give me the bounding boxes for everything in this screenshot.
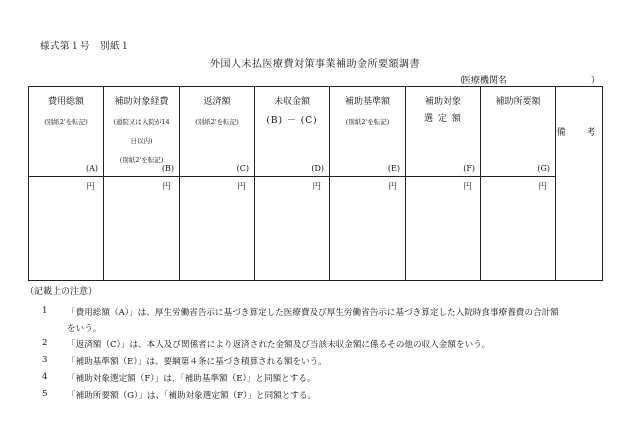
document-title: 外国人未払医療費対策事業補助金所要額調書 (210, 59, 420, 70)
col-letter: (F) (463, 164, 475, 173)
yen-unit: 円 (237, 182, 246, 192)
col-letter: (A) (85, 164, 98, 173)
col-name: 補助対象経費 (114, 97, 169, 107)
institution-open-paren: （ (455, 76, 465, 86)
requirement-table (28, 86, 603, 281)
cell-selected-amount[interactable] (406, 177, 481, 281)
yen-unit: 円 (162, 182, 171, 192)
notes-heading: （記載上の注意） (25, 287, 98, 297)
col-note: (通院又は入院が14 日以内) (別紙2'を転記) (113, 118, 170, 164)
col-letter: (E) (387, 164, 400, 173)
col-header-unpaid (255, 87, 330, 177)
col-name: 補助所要額 (495, 97, 541, 107)
col-letter: (C) (236, 164, 249, 173)
header-row (29, 87, 603, 177)
col-header-standard-amount (330, 87, 406, 177)
cell-standard-amount[interactable] (330, 177, 406, 281)
cell-required-amount[interactable] (481, 177, 556, 281)
col-name: 費用総額 (47, 97, 84, 107)
col-subname: 選 定 額 (424, 114, 462, 124)
col-header-total-cost (29, 87, 104, 177)
col-letter: (D) (311, 164, 324, 173)
cell-unpaid[interactable] (255, 177, 330, 281)
col-name: 返済額 (203, 97, 231, 107)
col-note: (別紙2'を転記) (44, 118, 88, 126)
col-header-eligible-cost (104, 87, 180, 177)
cell-eligible-cost[interactable] (104, 177, 180, 281)
col-letter: (G) (537, 164, 550, 173)
form-number: 様式第１号 別紙１ (40, 41, 131, 52)
col-note: (別紙2'を転記) (345, 118, 390, 126)
data-row (29, 177, 603, 281)
col-note: (別紙2'を転記) (195, 118, 239, 126)
yen-unit: 円 (538, 182, 547, 192)
col-formula: (B) － (C) (266, 116, 318, 126)
col-header-selected-amount (406, 87, 481, 177)
col-name: 補助対象 (424, 97, 461, 107)
yen-unit: 円 (86, 182, 95, 192)
remarks-label: 備 考 (556, 128, 602, 138)
col-name: 未収金額 (273, 97, 310, 107)
institution-label: 医療機関名 (462, 76, 508, 86)
yen-unit: 円 (388, 182, 397, 192)
col-remarks (556, 87, 603, 281)
col-header-repayment (180, 87, 255, 177)
yen-unit: 円 (463, 182, 472, 192)
cell-repayment[interactable] (180, 177, 255, 281)
institution-close-paren: ） (590, 76, 600, 86)
col-letter: (B) (161, 164, 174, 173)
cell-total-cost[interactable] (29, 177, 104, 281)
col-header-required-amount (481, 87, 556, 177)
yen-unit: 円 (312, 182, 321, 192)
col-name: 補助基準額 (344, 97, 390, 107)
